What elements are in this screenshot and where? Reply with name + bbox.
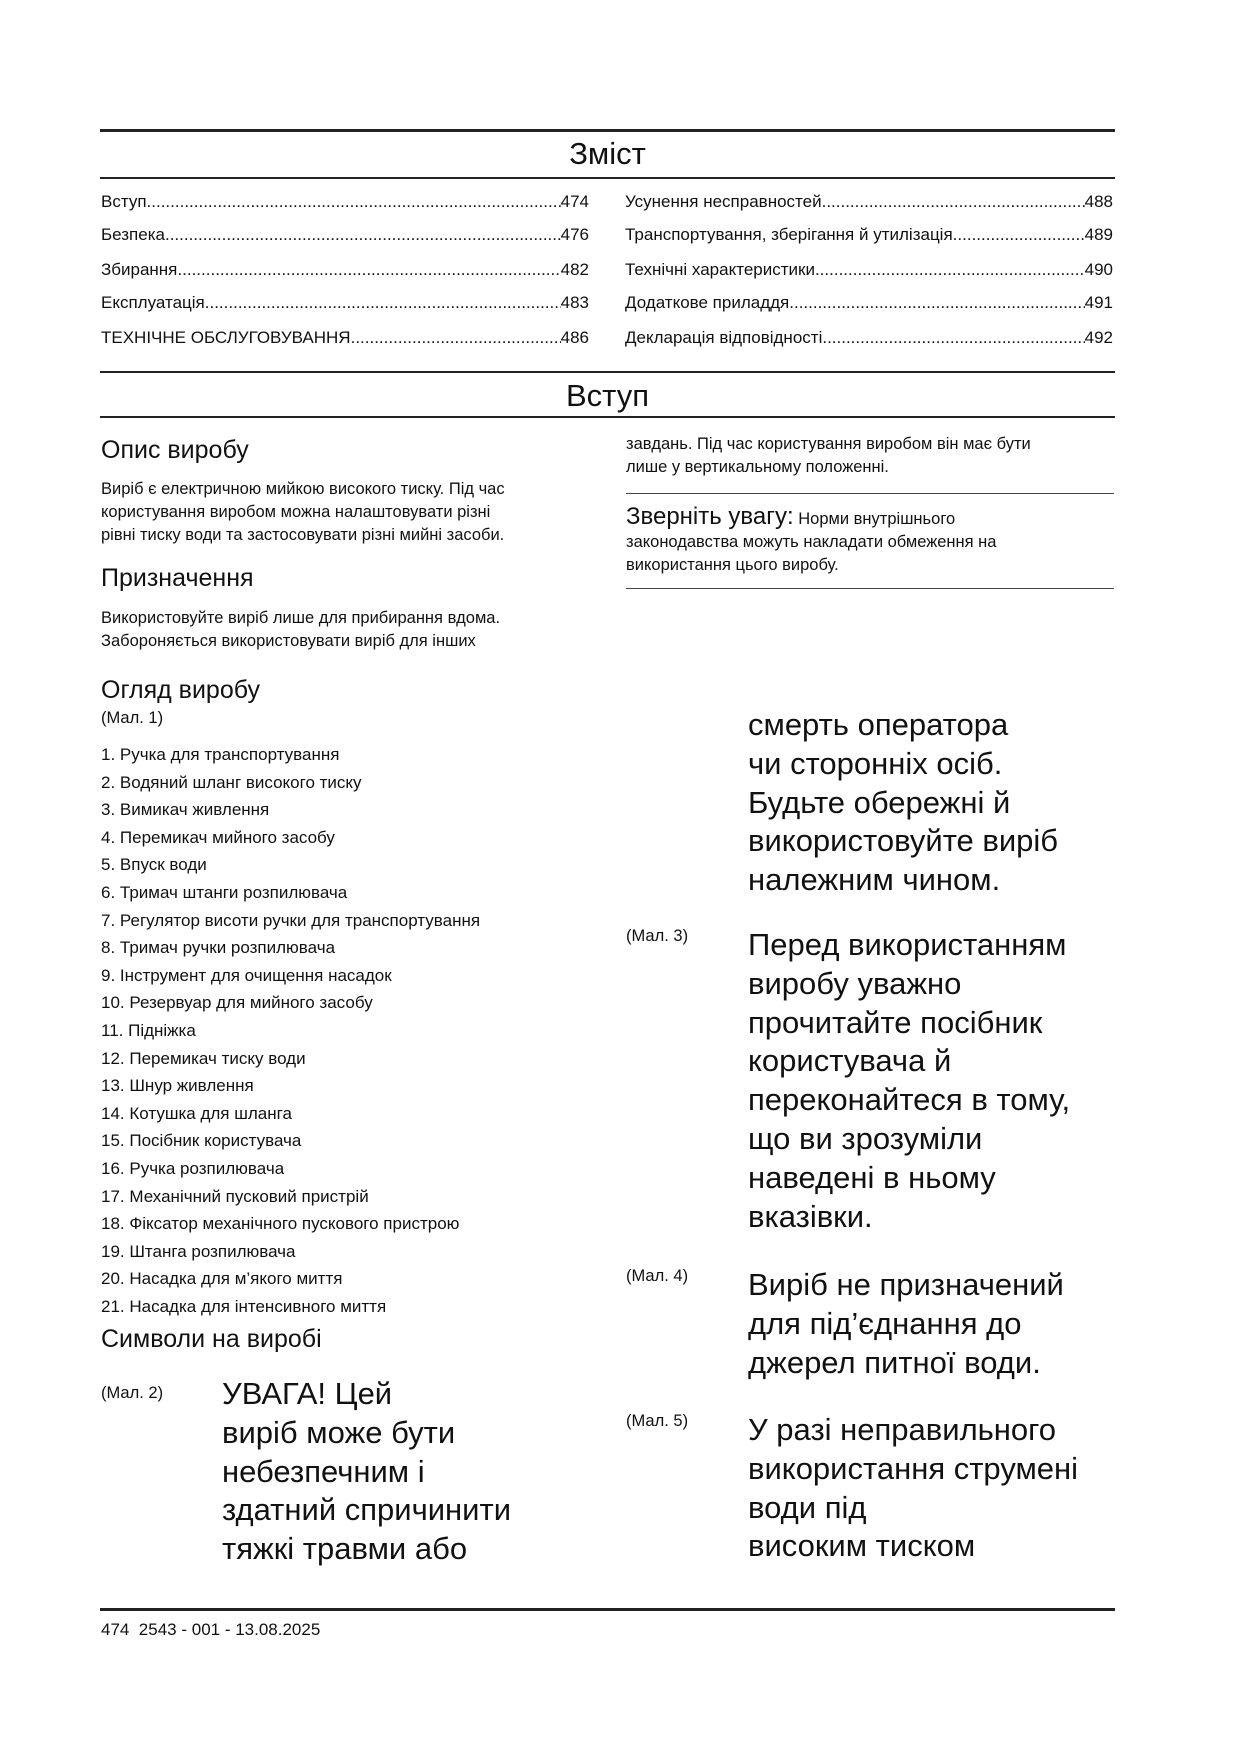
toc-entry-transport[interactable] xyxy=(625,225,1113,245)
text-line: використання цього виробу. xyxy=(626,556,839,574)
text-line: наведені в ньому xyxy=(748,1159,996,1195)
footer-text: 474 2543 - 001 - 13.08.2025 xyxy=(101,1620,321,1639)
fig4-ref: (Мал. 4) xyxy=(626,1267,689,1285)
symbols-heading: Символи на виробі xyxy=(101,1325,322,1353)
toc-leader xyxy=(822,328,1084,348)
text-line: тяжкі травми або xyxy=(222,1531,468,1567)
product-description-heading: Опис виробу xyxy=(101,436,249,464)
toc-entry-label: Усунення несправностей xyxy=(625,192,822,211)
text-line: Перед використанням xyxy=(748,927,1067,962)
text-line: виробу уважно xyxy=(748,965,962,1001)
toc-entry-specifications[interactable] xyxy=(625,260,1113,280)
section-title-rule xyxy=(100,416,1115,418)
text-line: виріб може бути xyxy=(222,1414,456,1450)
fig5-ref: (Мал. 5) xyxy=(626,1412,689,1430)
text-line: використовуйте виріб xyxy=(748,823,1059,859)
text-line: здатний спричинити xyxy=(222,1492,512,1528)
toc-leader xyxy=(953,225,1085,245)
text-line: вказівки. xyxy=(748,1198,873,1234)
toc-entry-page: 489 xyxy=(1084,225,1113,244)
purpose-text-continued xyxy=(626,433,1031,479)
text-line: Будьте обережні й xyxy=(748,784,1011,820)
fig5-text xyxy=(748,1411,1078,1566)
text-line: У разі неправильного xyxy=(748,1412,1057,1447)
list-item: 20. Насадка для м’якого миття xyxy=(101,1269,343,1289)
list-item: 13. Шнур живлення xyxy=(101,1076,254,1096)
toc-entry-page: 492 xyxy=(1084,328,1113,347)
overview-heading: Огляд виробу xyxy=(101,676,260,704)
list-item: 6. Тримач штанги розпилювача xyxy=(101,882,348,902)
text-line: користувача й xyxy=(748,1043,952,1079)
purpose-heading: Призначення xyxy=(101,564,254,592)
toc-entry-label: Безпека xyxy=(101,225,165,244)
text-line: рівні тиску води та застосовувати різні мийні засоби. xyxy=(101,526,505,544)
text-line: лише у вертикальному положенні. xyxy=(626,458,889,476)
list-item: 12. Перемикач тиску води xyxy=(101,1048,306,1068)
fig3-ref: (Мал. 3) xyxy=(626,927,689,945)
list-item: 17. Механічний пусковий пристрій xyxy=(101,1186,369,1206)
toc-entry-label: ТЕХНІЧНЕ ОБСЛУГОВУВАННЯ xyxy=(101,328,351,347)
list-item: 1. Ручка для транспортування xyxy=(101,745,340,764)
toc-entry-operation[interactable] xyxy=(101,293,589,313)
text-line: Забороняється використовувати виріб для інших xyxy=(101,632,476,650)
toc-leader xyxy=(789,293,1084,313)
note-label: Зверніть увагу: xyxy=(626,503,794,530)
toc-entry-page: 483 xyxy=(560,293,589,312)
toc-entry-label: Технічні характеристики xyxy=(625,260,815,279)
toc-entry-page: 474 xyxy=(560,192,589,211)
toc-entry-page: 476 xyxy=(560,225,589,244)
note-bottom-rule xyxy=(626,588,1114,589)
text-line: законодавства можуть накладати обмеження на xyxy=(626,533,997,551)
text-line: УВАГА! Цей xyxy=(222,1376,393,1411)
text-line: джерел питної води. xyxy=(748,1344,1041,1380)
toc-title: Зміст xyxy=(569,136,646,171)
list-item: 7. Регулятор висоти ручки для транспортування xyxy=(101,910,481,930)
toc-entry-label: Збирання xyxy=(101,260,178,279)
text-line: чи сторонніх осіб. xyxy=(748,745,1003,781)
toc-leader xyxy=(815,260,1085,280)
top-rule xyxy=(100,129,1115,132)
footer-rule xyxy=(100,1608,1115,1611)
list-item: 10. Резервуар для мийного засобу xyxy=(101,993,373,1013)
text-line: використання струмені xyxy=(748,1450,1079,1486)
text-line: переконайтеся в тому, xyxy=(748,1082,1071,1118)
toc-leader xyxy=(165,225,561,245)
toc-entry-safety[interactable] xyxy=(101,225,589,245)
text-line: Виріб є електричною мийкою високого тиску. Під час xyxy=(101,480,505,498)
section-title: Вступ xyxy=(565,378,649,413)
text-line: для під’єднання до xyxy=(748,1305,1022,1341)
list-item: 3. Вимикач живлення xyxy=(101,800,270,820)
fig3-text xyxy=(748,926,1070,1236)
text-line: належним чином. xyxy=(748,862,1001,898)
list-item: 11. Підніжка xyxy=(101,1020,196,1040)
list-item: 2. Водяний шланг високого тиску xyxy=(101,772,362,792)
list-item: 8. Тримач ручки розпилювача xyxy=(101,938,336,958)
toc-entry-page: 482 xyxy=(560,260,589,279)
product-description-text xyxy=(101,478,505,547)
text-line: небезпечним і xyxy=(222,1453,425,1489)
list-item: 15. Посібник користувача xyxy=(101,1131,302,1151)
fig4-text xyxy=(748,1266,1064,1382)
toc-entry-label: Вступ xyxy=(101,192,147,211)
fig2-warning-text xyxy=(222,1375,511,1569)
purpose-text xyxy=(101,607,500,653)
list-item: 4. Перемикач мийного засобу xyxy=(101,827,335,847)
toc-entry-assembly[interactable] xyxy=(101,260,589,280)
toc-entry-label: Експлуатація xyxy=(101,293,205,312)
text-line: високим тиском xyxy=(748,1528,976,1564)
toc-entry-declaration[interactable] xyxy=(625,328,1113,348)
list-item: 19. Штанга розпилювача xyxy=(101,1241,296,1261)
list-item: 18. Фіксатор механічного пускового пристрою xyxy=(101,1214,460,1234)
note-text-start: Норми внутрішнього xyxy=(793,510,956,528)
fig2-ref: (Мал. 2) xyxy=(101,1384,164,1402)
toc-leader xyxy=(177,260,560,280)
list-item: 16. Ручка розпилювача xyxy=(101,1158,285,1178)
text-line: Використовуйте виріб лише для прибирання вдома. xyxy=(101,609,501,627)
note-first-line xyxy=(626,505,1114,531)
toc-title-rule xyxy=(100,177,1115,179)
text-line: прочитайте посібник xyxy=(748,1004,1043,1040)
text-line: завдань. Під час користування виробом він має бути xyxy=(626,435,1031,453)
note-top-rule xyxy=(626,493,1114,494)
toc-entry-page: 488 xyxy=(1084,192,1113,211)
toc-entry-label: Транспортування, зберігання й утилізація xyxy=(625,225,953,244)
toc-entry-troubleshooting[interactable] xyxy=(625,192,1113,212)
text-line: що ви зрозуміли xyxy=(748,1120,983,1156)
toc-entry-page: 486 xyxy=(560,328,589,347)
toc-entry-maintenance[interactable] xyxy=(101,328,589,348)
section-top-rule xyxy=(100,371,1115,373)
toc-entry-page: 490 xyxy=(1084,260,1113,279)
overview-figure-ref: (Мал. 1) xyxy=(101,709,164,727)
list-item: 9. Інструмент для очищення насадок xyxy=(101,965,392,985)
list-item: 5. Впуск води xyxy=(101,855,207,875)
toc-entry-label: Додаткове приладдя xyxy=(625,293,790,312)
text-line: користування виробом можна налаштовувати різні xyxy=(101,503,491,521)
note-box xyxy=(626,505,1114,577)
text-line: Виріб не призначений xyxy=(748,1267,1064,1302)
toc-entry-intro[interactable] xyxy=(101,192,589,212)
text-line: смерть оператора xyxy=(748,707,1009,742)
toc-leader xyxy=(822,192,1085,212)
component-list xyxy=(101,741,480,1320)
toc-leader xyxy=(147,192,561,212)
toc-entry-label: Декларація відповідності xyxy=(625,328,823,347)
text-line: води під xyxy=(748,1489,867,1525)
list-item: 14. Котушка для шланга xyxy=(101,1103,292,1123)
toc-leader xyxy=(351,328,561,348)
toc-entry-accessories[interactable] xyxy=(625,293,1113,313)
fig2-warning-text-continued xyxy=(748,706,1058,900)
toc-entry-page: 491 xyxy=(1084,293,1113,312)
list-item: 21. Насадка для інтенсивного миття xyxy=(101,1296,387,1316)
toc-leader xyxy=(205,293,561,313)
